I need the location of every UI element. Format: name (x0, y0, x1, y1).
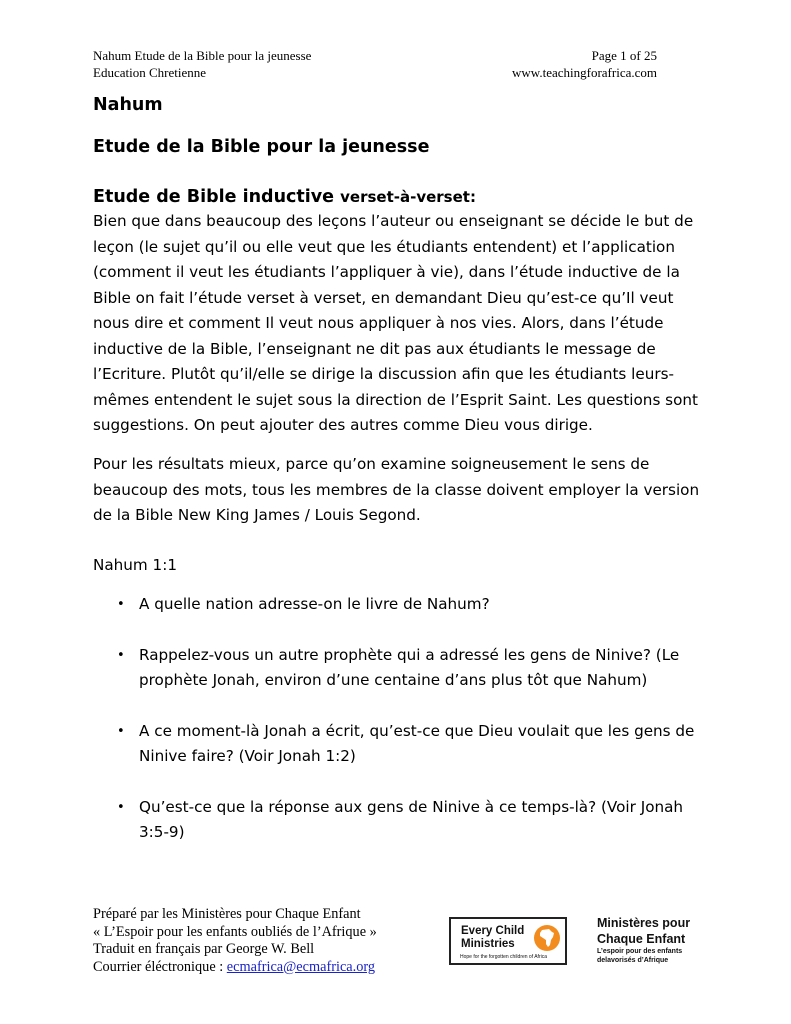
bullet-icon: • (117, 597, 125, 612)
header-website: www.teachingforafrica.com (512, 65, 657, 80)
ministeres-line1: Ministères pour (597, 916, 691, 930)
footer-email-label: Courrier éléctronique : (93, 958, 227, 975)
logo-line2: Ministries (461, 938, 515, 950)
ministeres-tag1: L’espoir pour des enfants (597, 948, 683, 955)
list-item (93, 795, 713, 846)
question-text: A ce moment-là Jonah a écrit, qu’est-ce que Dieu voulait que les gens de Ninive faire? (Voir Jonah 1:2) (139, 721, 695, 765)
question-text: A quelle nation adresse-on le livre de Nahum? (139, 595, 490, 613)
version-paragraph: Pour les résultats mieux, parce qu’on examine soigneusement le sens de beaucoup des mots, tous les membres de la classe doivent employer la version de la Bible New King James / Louis Segond. (93, 455, 700, 524)
list-item (93, 643, 713, 694)
bullet-icon: • (117, 723, 125, 739)
method-title-sub: verset-à-verset: (340, 188, 476, 206)
footer-prepared-by: Préparé par les Ministères pour Chaque Enfant (93, 906, 361, 922)
header-page-number: Page 1 of 25 (591, 48, 657, 63)
logo-tagline: Hope for the forgotten children of Africa (460, 954, 547, 960)
study-title: Etude de la Bible pour la jeunesse (93, 137, 430, 157)
ministeres-line2: Chaque Enfant (597, 932, 686, 946)
logo-line1: Every Child (461, 925, 525, 937)
list-item (93, 719, 713, 770)
method-title-main: Etude de Bible inductive (93, 187, 335, 207)
header-doc-title: Nahum Etude de la Bible pour la jeunesse (93, 48, 312, 63)
email-link[interactable]: ecmafrica@ecmafrica.org (226, 958, 376, 975)
question-text: Rappelez-vous un autre prophète qui a adressé les gens de Ninive? (Le prophète Jonah, environ d’une centaine d’ans plus tôt que Nahum) (139, 645, 680, 689)
page-footer (93, 906, 377, 976)
verse-heading: Nahum 1:1 (93, 556, 177, 574)
header-category: Education Chretienne (93, 65, 206, 80)
intro-paragraph: Bien que dans beaucoup des leçons l’auteur ou enseignant se décide le but de leçon (le sujet qu’il ou elle veut que les étudiants entendent) et l’application (comment il veut les étudiants l’appliquer à vie), dans l’étude inductive de la Bible on fait l’étude verset à verset, en demandant Dieu qu’est-ce qu’Il veut nous dire et comment Il veut nous appliquer à nos vies. Alors, dans l’étude inductive de la Bible, l’enseignant ne dit pas aux étudiants le message de l’Ecriture. Plutôt qu’il/elle se dirige la discussion afin que les étudiants leurs-mêmes entendent le sujet sous la direction de l’Esprit Saint. Les questions sont suggestions. On peut ajouter des autres comme Dieu vous dirige. (93, 212, 698, 434)
ministeres-tag2: delavorisés d’Afrique (597, 957, 669, 964)
footer-translator: Traduit en français par George W. Bell (93, 941, 315, 957)
question-list (93, 592, 713, 871)
book-title: Nahum (93, 95, 163, 115)
bullet-icon: • (117, 799, 125, 815)
list-item (93, 592, 713, 618)
bullet-icon: • (117, 647, 125, 663)
footer-email-line (93, 959, 377, 977)
question-text: Qu’est-ce que la réponse aux gens de Ninive à ce temps-là? (Voir Jonah 3:5-9) (139, 797, 684, 841)
logo-wordmark (461, 925, 524, 951)
ministeres-logo (597, 915, 690, 965)
method-title (93, 187, 476, 207)
footer-motto: « L’Espoir pour les enfants oubliés de l’Afrique » (93, 923, 377, 940)
ecm-logo (449, 917, 567, 965)
page-header (93, 47, 657, 81)
africa-map-icon (533, 924, 561, 952)
